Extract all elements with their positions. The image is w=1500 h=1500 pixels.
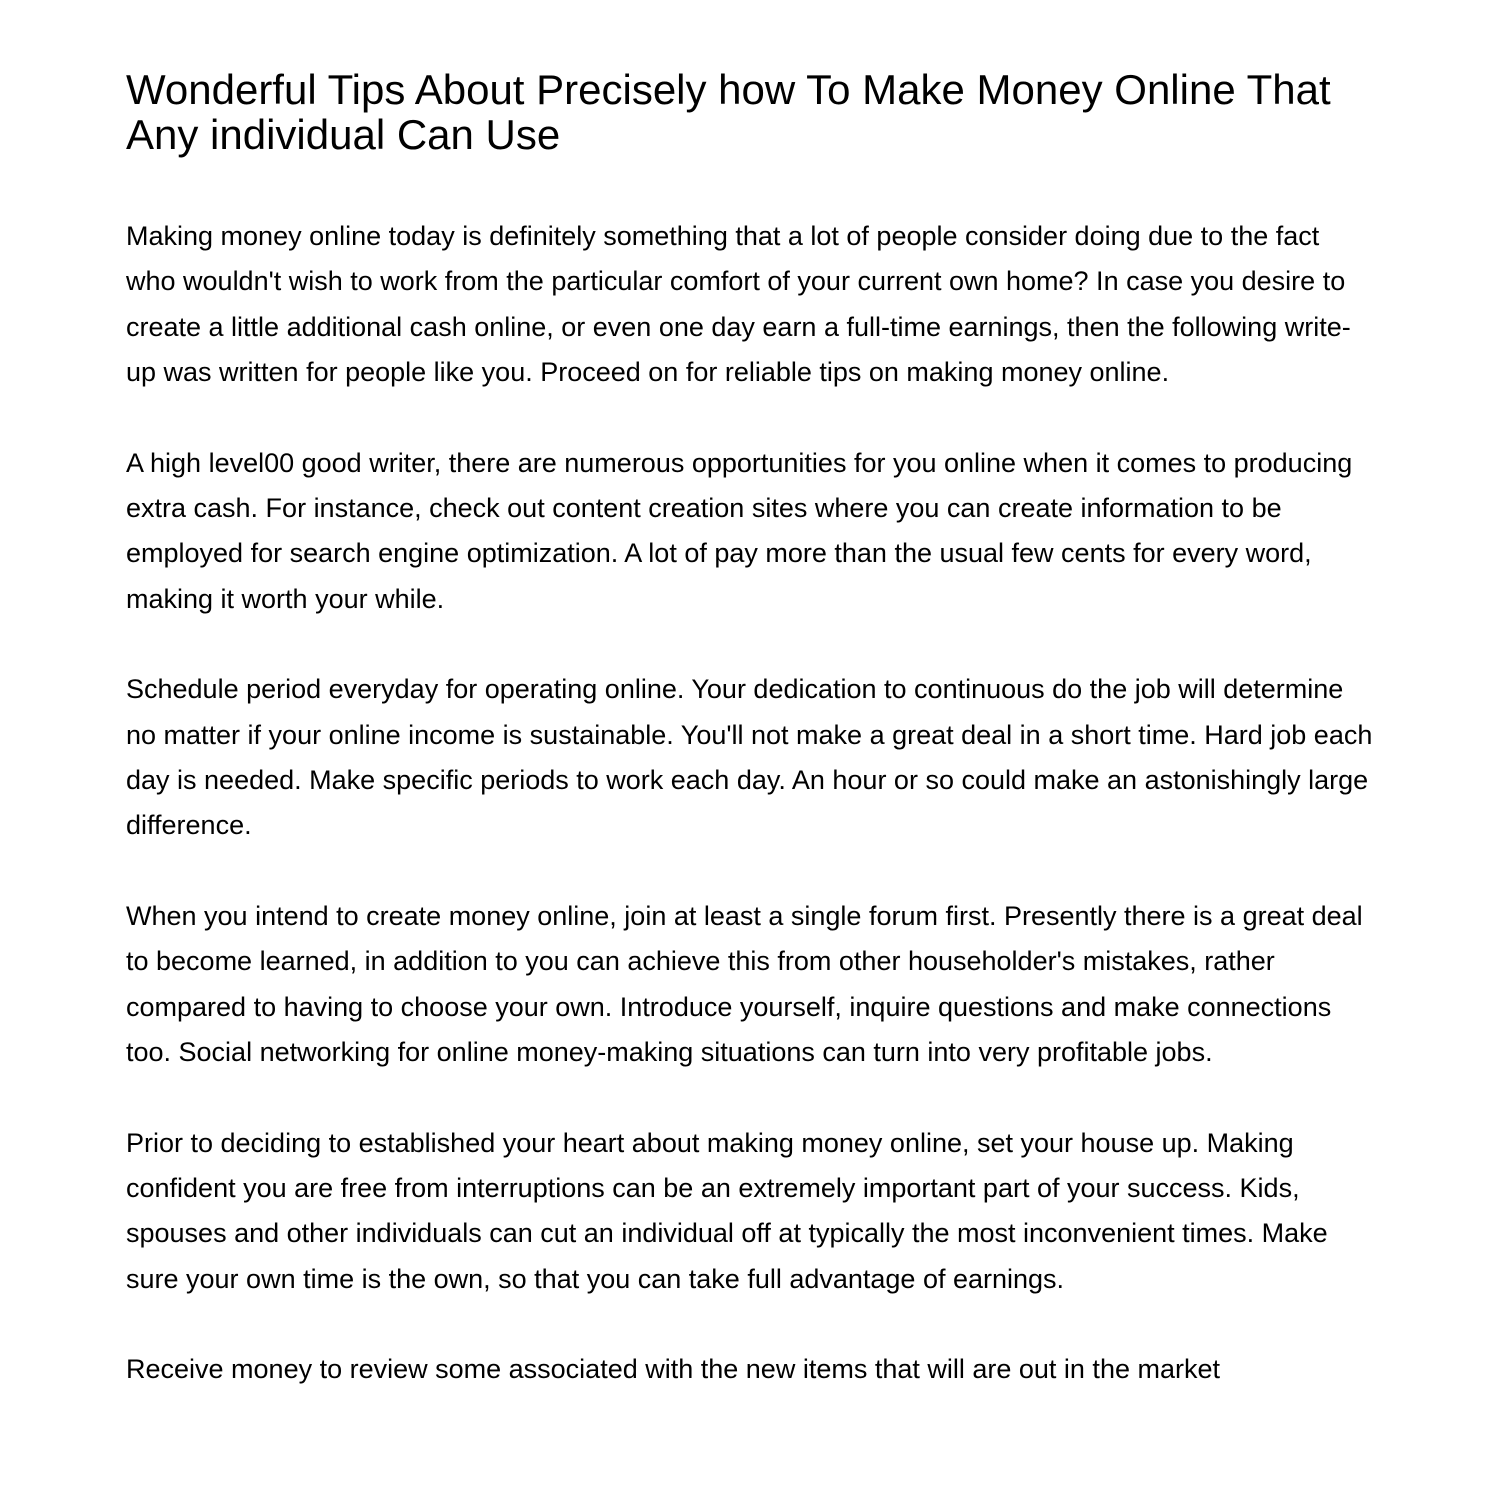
paragraph-1: Making money online today is definitely something that a lot of people consider doing due to the fact who wouldn't wish to work from the particular comfort of your current own home? In case you desire to create a little additional cash online, or even one day earn a full-time earnings, then the following write-up was written for people like you. Proceed on for reliable tips on making money online. (126, 221, 1351, 388)
paragraph-5: Prior to deciding to established your heart about making money online, set your house up. Making confident you are free from interruptions can be an extremely important part of your success. Kids, spouses and other individuals can cut an individual off at typically the most inconvenient times. Make sure your own time is the own, so that you can take full advantage of earnings. (126, 1127, 1328, 1294)
document-title: Wonderful Tips About Precisely how To Make Money Online That Any individual Can Use (126, 66, 1331, 158)
paragraph-6-partial: Receive money to review some associated with the new items that will are out in the market (126, 1354, 1220, 1385)
document-body (126, 214, 1374, 1393)
paragraph-2: A high level00 good writer, there are numerous opportunities for you online when it comes to producing extra cash. For instance, check out content creation sites where you can create information to be employed for search engine optimization. A lot of pay more than the usual few cents for every word, making it worth your while. (126, 447, 1353, 614)
paragraph-4: When you intend to create money online, join at least a single forum first. Presently there is a great deal to become learned, in addition to you can achieve this from other householder's mistakes, rather compared to having to choose your own. Introduce yourself, inquire questions and make connections too. Social networking for online money-making situations can turn into very profitable jobs. (126, 900, 1363, 1068)
paragraph-3: Schedule period everyday for operating online. Your dedication to continuous do the job will determine no matter if your online income is sustainable. You'll not make a great deal in a short time. Hard job each day is needed. Make specific periods to work each day. An hour or so could make an astonishingly large difference. (126, 674, 1373, 841)
document-content (126, 67, 1374, 1438)
